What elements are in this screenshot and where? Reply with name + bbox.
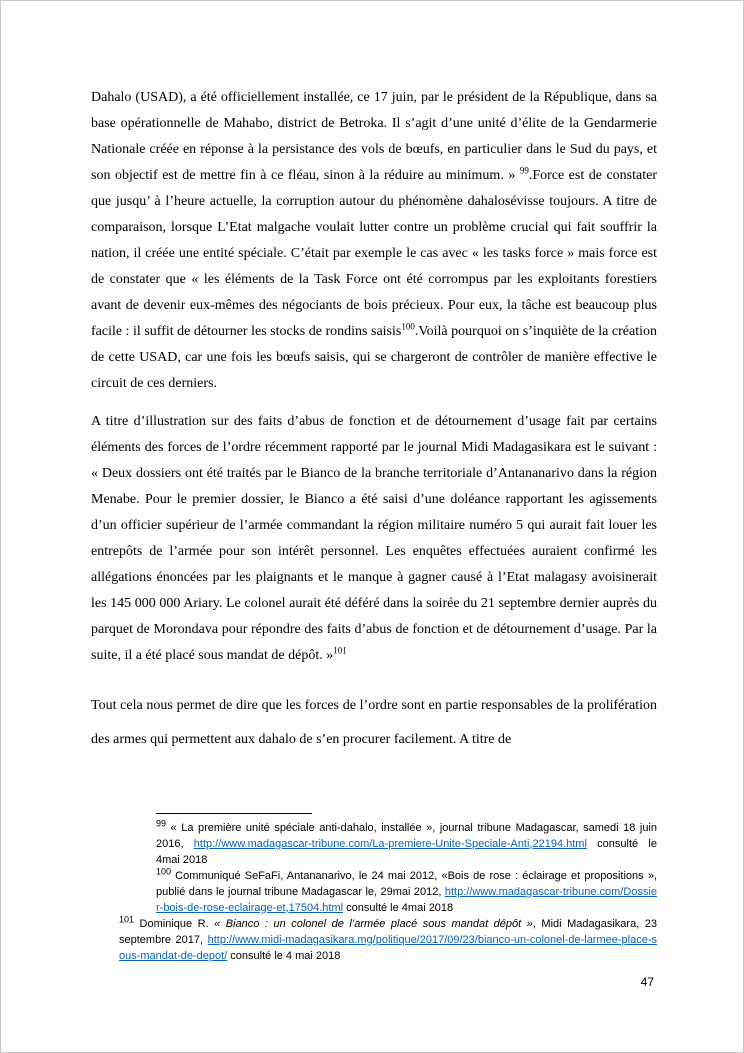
footnote-link[interactable]: http://www.midi-madagasikara.mg/politique/2017/09/23/bianco-un-colonel-de-larmee-place-sous-mandat-de-depot/	[119, 933, 657, 962]
footnote-text: « La première unité spéciale anti-dahalo, installée », journal tribune Madagascar, samedi 18 juin 2016,	[156, 821, 657, 850]
footnote-number: 100	[156, 865, 172, 876]
footnote-ref-100: 100	[401, 321, 415, 332]
footnote-99	[156, 817, 657, 868]
footnote-text: consulté le 4 mai 2018	[227, 949, 341, 962]
paragraph-3	[91, 689, 657, 757]
footnote-number: 99	[156, 817, 167, 828]
footnote-separator	[156, 813, 312, 814]
footnote-text: Communiqué SeFaFi, Antananarivo, le 24 mai 2012, «Bois de rose : éclairage et propositions », publié dans le journal tribune Madagascar le, 29mai 2012,	[156, 869, 657, 898]
body-text-segment: .Voilà pourquoi on s’inquiète de la création de cette USAD, car une fois les bœufs saisis, qui se chargeront de contrôler de manière effective le circuit de ces derniers.	[91, 324, 657, 391]
footnote-link[interactable]: http://www.madagascar-tribune.com/Dossier-bois-de-rose-eclairage-et,17504.html	[156, 885, 657, 914]
paragraph-1	[91, 85, 657, 397]
footnote-text: , Midi Madagasikara, 23 septembre 2017,	[119, 917, 657, 946]
body-text-segment: .Force est de constater que jusqu’ à l’heure actuelle, la corruption autour du phénomène dahalosévisse toujours. A titre de comparaison, lorsque L’Etat malgache voulait lutter contre un problème crucial qui fait souffrir la nation, il créée une entité spéciale. C’était par exemple le cas avec « les tasks force » mais force est de constater que « les éléments de la Task Force ont été corrompus par les exploitants forestiers avant de devenir eux-mêmes des négociants de bois précieux. Pour eux, la tâche est beaucoup plus facile : il suffit de détourner les stocks de rondins saisis	[91, 168, 657, 339]
footnote-ref-99: 99	[519, 165, 529, 176]
footnote-area	[91, 807, 657, 964]
footnote-text: consulté le 4mai 2018	[343, 901, 454, 914]
paragraph-2	[91, 409, 657, 669]
page-number: 47	[640, 975, 654, 989]
footnote-ref-101: 101	[333, 645, 347, 656]
footnote-100	[156, 865, 657, 916]
footnote-text: Dominique R.	[134, 917, 215, 930]
footnote-101	[119, 913, 657, 964]
footnote-number: 101	[119, 913, 135, 924]
body-text-segment: Dahalo (USAD), a été officiellement installée, ce 17 juin, par le président de la République, dans sa base opérationnelle de Mahabo, district de Betroka. Il s’agit d’une unité d’élite de la Gendarmerie Nationale créée en réponse à la persistance des vols de bœufs, en particulier dans le Sud du pays, et son objectif est de mettre fin à ce fléau, sinon à la réduire au minimum. »	[91, 90, 657, 183]
body-text-segment: A titre d’illustration sur des faits d’abus de fonction et de détournement d’usage fait par certains éléments des forces de l’ordre récemment rapporté par le journal Midi Madagasikara est le suivant : « Deux dossiers ont été traités par le Bianco de la branche territoriale d’Antananarivo dans la région Menabe. Pour le premier dossier, le Bianco a été saisi d’une doléance rapportant les agissements d’un officier supérieur de l’armée commandant la région militaire numéro 5 qui aurait fait louer les entrepôts de l’armée pour son intérêt personnel. Les enquêtes effectuées auraient confirmé les allégations énoncées par les plaignants et le manque à gagner causé à l’Etat malagasy avoisinerait les 145 000 000 Ariary. Le colonel aurait été déféré dans la soirée du 21 septembre dernier auprès du parquet de Morondava pour répondre des faits d’abus de fonction et de détournement d’usage. Par la suite, il a été placé sous mandat de dépôt. »	[91, 414, 657, 663]
body-text	[91, 85, 657, 769]
footnote-link[interactable]: http://www.madagascar-tribune.com/La-premiere-Unite-Speciale-Anti,22194.html	[193, 837, 587, 850]
footnote-cited-title: « Bianco : un colonel de l’armée placé sous mandat dépôt »	[214, 917, 533, 930]
footnote-text: consulté le 4mai 2018	[156, 837, 657, 866]
body-text-segment: Tout cela nous permet de dire que les forces de l’ordre sont en partie responsables de la prolifération des armes qui permettent aux dahalo de s’en procurer facilement. A titre de	[91, 698, 657, 747]
